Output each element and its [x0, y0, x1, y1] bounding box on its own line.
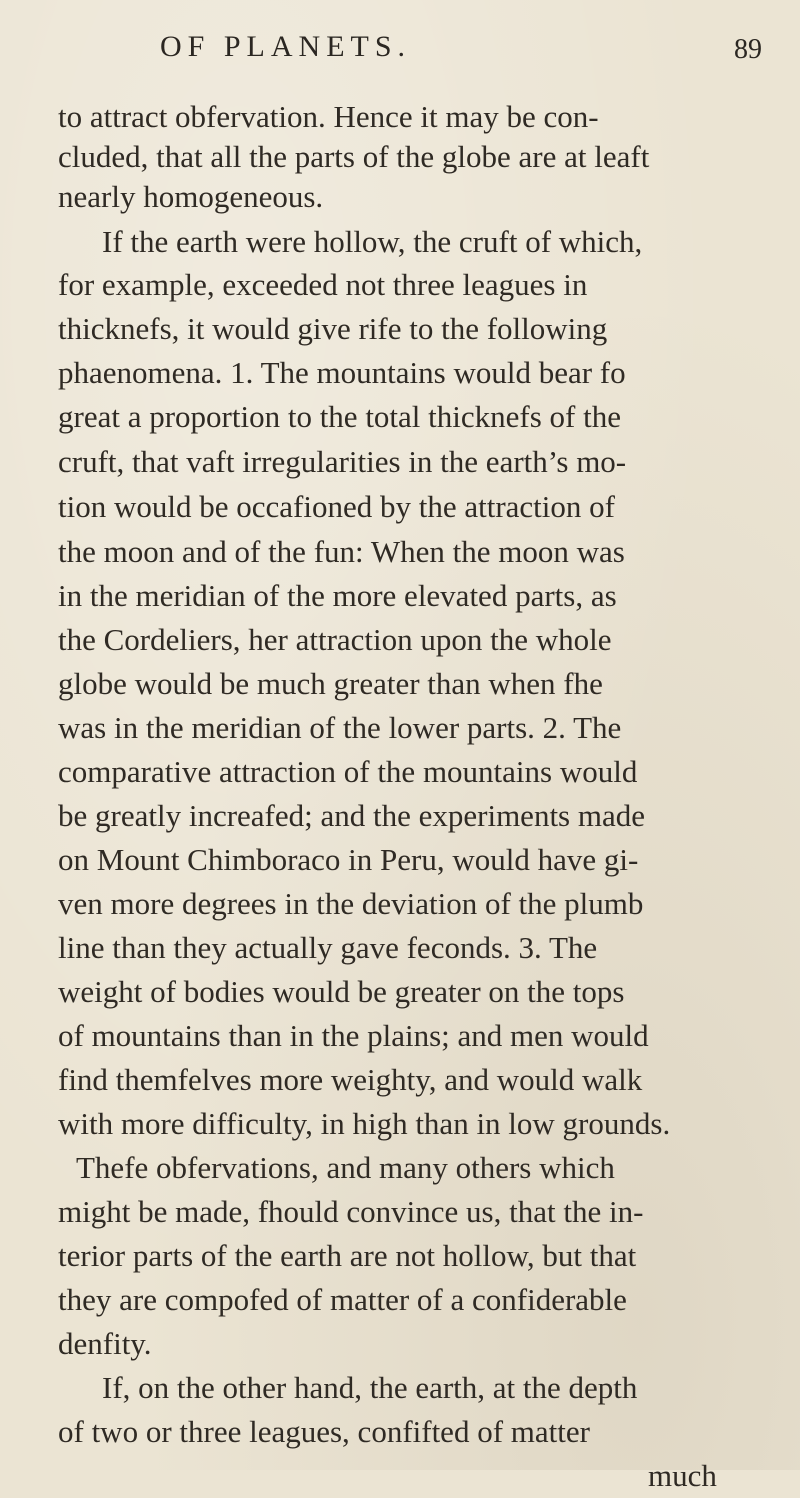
- text-line: of two or three leagues, confifted of matter: [58, 1414, 590, 1449]
- text-line: If the earth were hollow, the cruft of which,: [102, 224, 643, 259]
- text-line: ven more degrees in the deviation of the plumb: [58, 886, 644, 921]
- text-line: thicknefs, it would give rife to the following: [58, 311, 608, 346]
- text-line: If, on the other hand, the earth, at the depth: [102, 1370, 638, 1405]
- text-line: comparative attraction of the mountains would: [58, 754, 638, 789]
- text-line: was in the meridian of the lower parts. 2. The: [58, 710, 622, 745]
- running-head: [0, 30, 800, 70]
- text-line: cruft, that vaft irregularities in the earth’s mo-: [58, 444, 627, 479]
- text-line: they are compofed of matter of a confiderable: [58, 1282, 627, 1317]
- text-line: might be made, fhould convince us, that the in-: [58, 1194, 644, 1229]
- catchword: much: [648, 1458, 717, 1493]
- text-line: the moon and of the fun: When the moon was: [58, 534, 625, 569]
- text-line: globe would be much greater than when fhe: [58, 666, 603, 701]
- text-line: be greatly increafed; and the experiments made: [58, 798, 646, 833]
- text-line: on Mount Chimboraco in Peru, would have gi-: [58, 842, 639, 877]
- text-line: great a proportion to the total thicknefs of the: [58, 399, 621, 434]
- text-line: find themfelves more weighty, and would walk: [58, 1062, 643, 1097]
- text-line: the Cordeliers, her attraction upon the whole: [58, 622, 612, 657]
- text-line: line than they actually gave feconds. 3. The: [58, 930, 598, 965]
- text-line: tion would be occafioned by the attraction of: [58, 489, 615, 524]
- running-head-title: OF PLANETS.: [160, 30, 412, 63]
- text-line: denfity.: [58, 1326, 152, 1361]
- text-line: weight of bodies would be greater on the tops: [58, 974, 625, 1009]
- text-line: to attract obfervation. Hence it may be con-: [58, 99, 599, 134]
- text-line: with more difficulty, in high than in low grounds.: [58, 1106, 671, 1141]
- text-line: in the meridian of the more elevated parts, as: [58, 578, 617, 613]
- page-number: 89: [734, 34, 762, 65]
- text-line: cluded, that all the parts of the globe are at leaft: [58, 139, 650, 174]
- text-line: phaenomena. 1. The mountains would bear fo: [58, 355, 626, 390]
- text-line: of mountains than in the plains; and men would: [58, 1018, 649, 1053]
- text-line: nearly homogeneous.: [58, 179, 324, 214]
- text-line: Thefe obfervations, and many others which: [76, 1150, 615, 1185]
- text-line: terior parts of the earth are not hollow, but that: [58, 1238, 637, 1273]
- text-line: for example, exceeded not three leagues in: [58, 267, 588, 302]
